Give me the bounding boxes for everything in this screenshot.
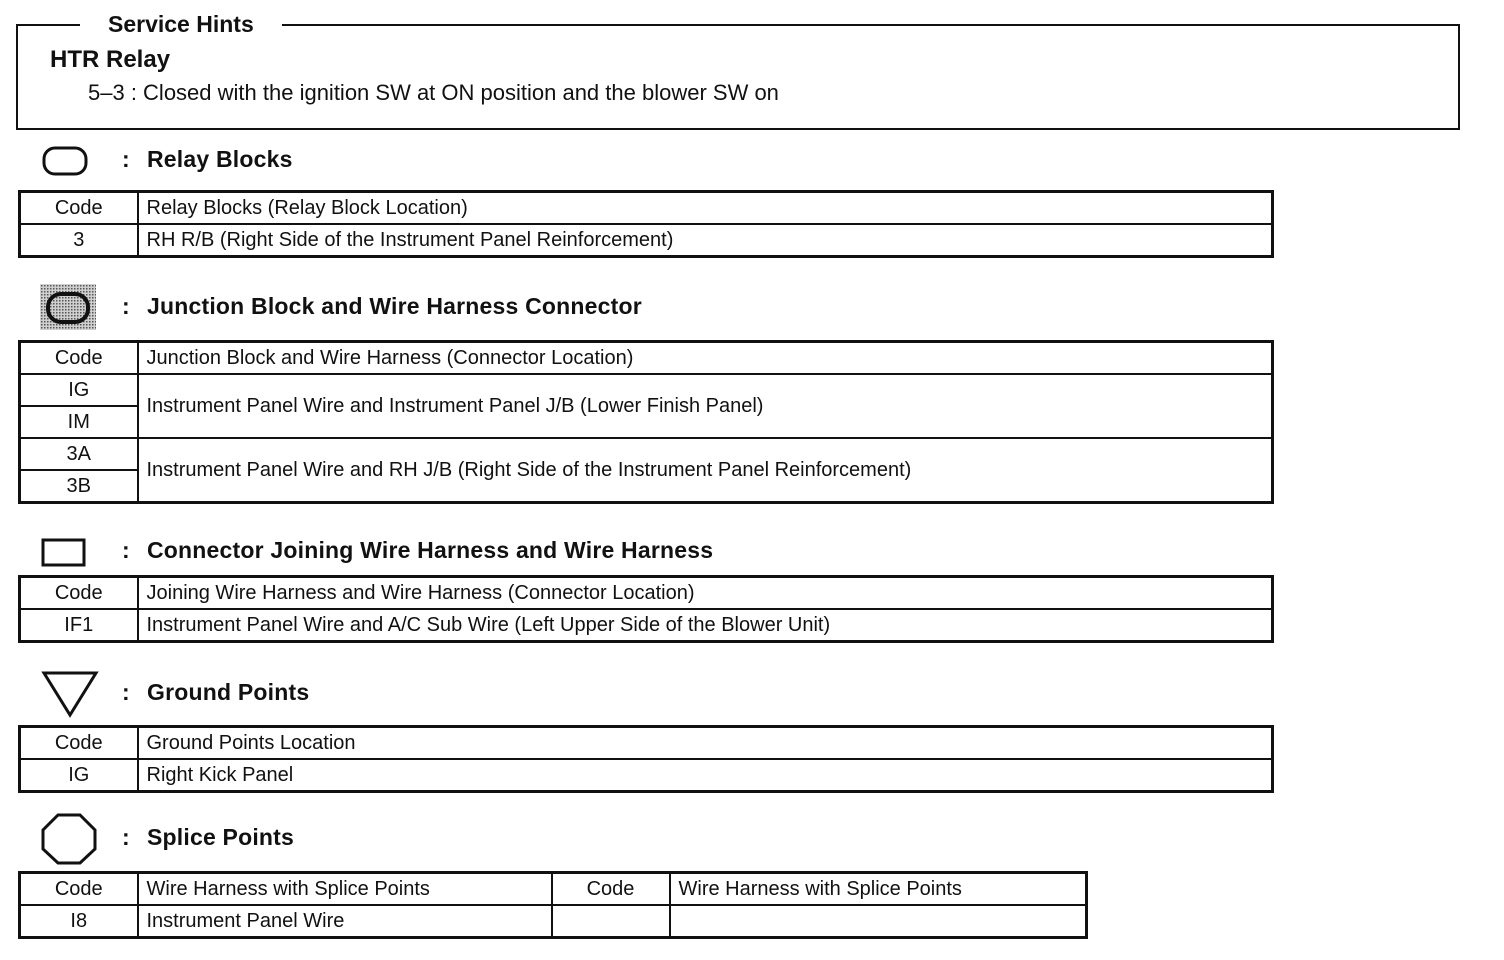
service-hints-heading: Service Hints (80, 10, 282, 38)
octagon-icon (40, 812, 98, 866)
header-harness: Wire Harness with Splice Points (670, 873, 1087, 906)
row-desc: Instrument Panel Wire and Instrument Panel J/B (Lower Finish Panel) (138, 374, 1273, 438)
triangle-down-icon (40, 668, 100, 720)
row-code: IG (20, 759, 138, 792)
row-code: 3 (20, 224, 138, 257)
junction-table (18, 340, 1274, 504)
header-location: Relay Blocks (Relay Block Location) (138, 192, 1273, 225)
ground-table (18, 725, 1274, 793)
ground-title: Ground Points (147, 679, 310, 705)
row-desc (670, 905, 1087, 938)
ground-colon: : (122, 679, 130, 705)
row-desc: Instrument Panel Wire and RH J/B (Right Side of the Instrument Panel Reinforcement) (138, 438, 1273, 503)
service-hints-box (16, 24, 1460, 130)
row-desc: Instrument Panel Wire (138, 905, 552, 938)
header-code: Code (552, 873, 670, 906)
relay-blocks-table (18, 190, 1274, 258)
table-row (20, 905, 1087, 938)
header-code: Code (20, 727, 138, 760)
header-location: Junction Block and Wire Harness (Connector Location) (138, 342, 1273, 375)
row-code (552, 905, 670, 938)
header-code: Code (20, 192, 138, 225)
table-header-row (20, 873, 1087, 906)
row-code: IF1 (20, 609, 138, 642)
header-location: Joining Wire Harness and Wire Harness (Connector Location) (138, 577, 1273, 610)
table-header-row (20, 342, 1273, 375)
row-desc: Instrument Panel Wire and A/C Sub Wire (Left Upper Side of the Blower Unit) (138, 609, 1273, 642)
table-row (20, 759, 1273, 792)
row-code: 3B (20, 470, 138, 503)
row-code: IM (20, 406, 138, 438)
row-code: 3A (20, 438, 138, 470)
connectors-title: Connector Joining Wire Harness and Wire Harness (147, 537, 714, 563)
splice-table (18, 871, 1088, 939)
splice-colon: : (122, 824, 130, 850)
header-code: Code (20, 342, 138, 375)
row-code: I8 (20, 905, 138, 938)
table-row (20, 438, 1273, 470)
connectors-table (18, 575, 1274, 643)
header-location: Ground Points Location (138, 727, 1273, 760)
table-header-row (20, 577, 1273, 610)
relay-blocks-title: Relay Blocks (147, 146, 293, 172)
connectors-colon: : (122, 537, 130, 563)
row-code: IG (20, 374, 138, 406)
table-header-row (20, 192, 1273, 225)
junction-colon: : (122, 293, 130, 319)
splice-title: Splice Points (147, 824, 295, 850)
relay-blocks-colon: : (122, 146, 130, 172)
table-header-row (20, 727, 1273, 760)
row-desc: Right Kick Panel (138, 759, 1273, 792)
table-row (20, 374, 1273, 406)
table-row (20, 609, 1273, 642)
service-hints-line: 5–3 : Closed with the ignition SW at ON position and the blower SW on (88, 80, 779, 105)
rectangle-icon (40, 536, 88, 570)
row-desc: RH R/B (Right Side of the Instrument Panel Reinforcement) (138, 224, 1273, 257)
table-row (20, 224, 1273, 257)
junction-title: Junction Block and Wire Harness Connector (147, 293, 642, 319)
shaded-connector-icon (38, 282, 98, 332)
service-hints-component: HTR Relay (50, 46, 171, 73)
rounded-rect-icon (40, 144, 90, 178)
header-code: Code (20, 577, 138, 610)
header-code: Code (20, 873, 138, 906)
header-harness: Wire Harness with Splice Points (138, 873, 552, 906)
